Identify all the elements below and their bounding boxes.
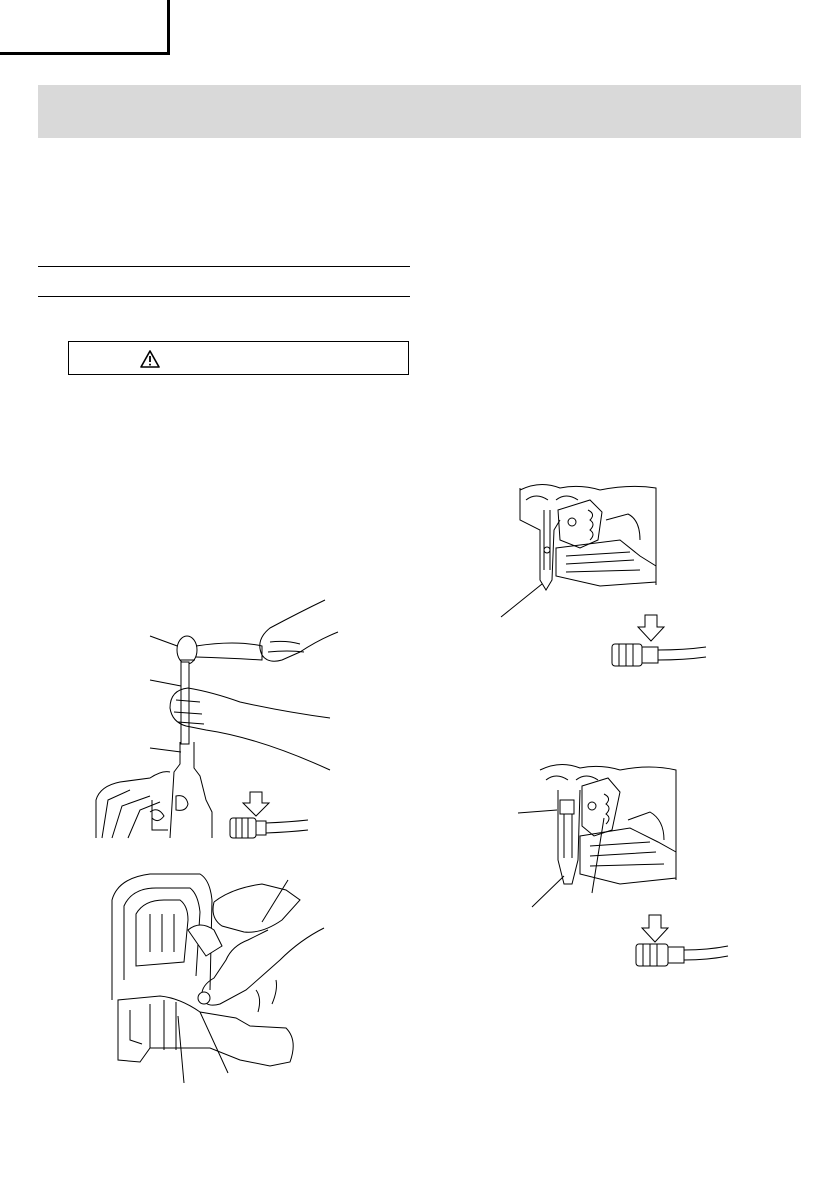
magazine bbox=[556, 540, 656, 586]
air-coupler bbox=[612, 644, 642, 666]
air-hose bbox=[658, 647, 706, 660]
air-coupler bbox=[230, 818, 256, 838]
air-hose bbox=[266, 820, 308, 833]
nailer-nose-base bbox=[118, 996, 293, 1066]
nose-column bbox=[520, 488, 560, 590]
figure-hammer-punch bbox=[90, 595, 340, 845]
callout-leader-lower-left bbox=[532, 876, 564, 907]
callout-leader-nose bbox=[501, 584, 542, 617]
heading-rule-bottom bbox=[38, 296, 410, 297]
figure-nose-single bbox=[500, 485, 720, 665]
callout-leader-bottom-left bbox=[178, 1016, 184, 1083]
air-hose bbox=[684, 946, 728, 960]
lower-hand bbox=[202, 928, 324, 1005]
nailer-housing bbox=[620, 767, 676, 880]
punch bbox=[181, 662, 189, 744]
warning-box bbox=[68, 341, 409, 375]
page-corner-tab bbox=[0, 0, 170, 55]
figure-hands-latch bbox=[108, 870, 328, 1085]
callout-leader-punch bbox=[150, 680, 181, 686]
callout-leader-bottom-right bbox=[200, 1012, 228, 1073]
upper-hand bbox=[213, 884, 300, 932]
figure-nose-double bbox=[515, 755, 735, 970]
down-arrow-icon bbox=[642, 915, 668, 942]
down-arrow-icon bbox=[243, 792, 269, 816]
callout-leader-upper bbox=[518, 810, 557, 813]
heading-rule-top bbox=[38, 266, 410, 267]
section-banner bbox=[38, 85, 801, 138]
air-coupler bbox=[636, 944, 668, 966]
callout-leader-latch bbox=[150, 748, 181, 752]
down-arrow-icon bbox=[638, 615, 664, 641]
callout-leader-hammer bbox=[150, 636, 180, 647]
latch bbox=[558, 500, 602, 548]
warning-triangle-icon bbox=[140, 350, 160, 368]
nailer-nose bbox=[170, 742, 212, 838]
hammer-handle bbox=[196, 643, 262, 660]
callout-leader-right bbox=[262, 880, 288, 922]
